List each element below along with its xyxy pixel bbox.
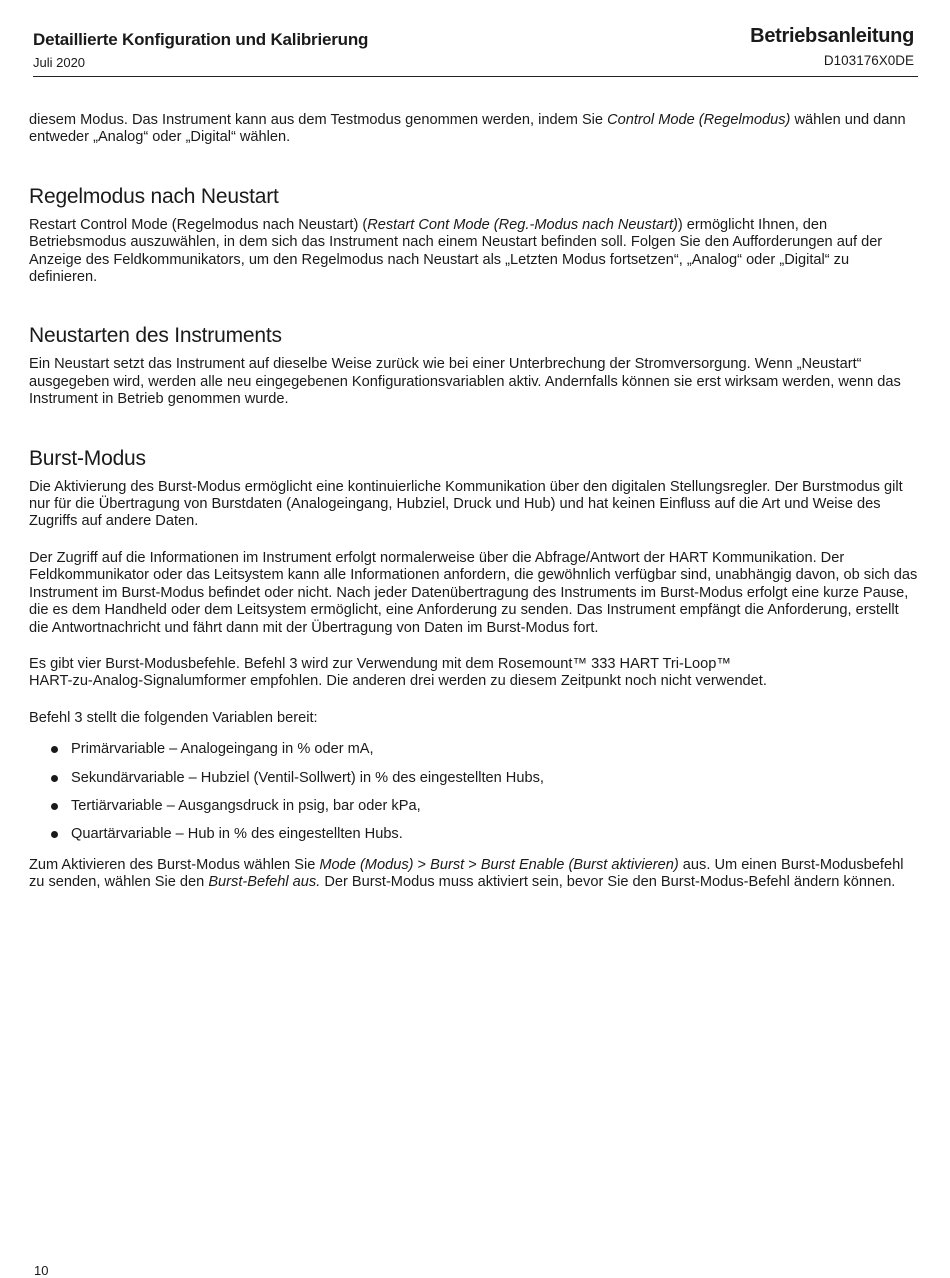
page-content bbox=[29, 112, 920, 892]
burst-command-emphasis: Burst-Befehl aus. bbox=[208, 874, 321, 891]
list-item: Sekundärvariable – Hubziel (Ventil-Sollwert) in % des eingestellten Hubs, bbox=[29, 770, 920, 787]
burst-p3-line-2: HART-zu-Analog-Signalumformer empfohlen. Die anderen drei werden zu diesem Zeitpunkt noch nicht verwendet. bbox=[29, 673, 767, 690]
burst-paragraph-5 bbox=[29, 857, 920, 892]
burst-paragraph-4: Befehl 3 stellt die folgenden Variablen bereit: bbox=[29, 709, 318, 726]
burst-p5-text: Zum Aktivieren des Burst-Modus wählen Sie bbox=[29, 856, 320, 873]
restart-text-end: ) ermöglicht Ihnen, den Betriebsmodus auszuwählen, in dem sich das Instrument nach einem Neustart befinden soll. Folgen Sie den Aufforderungen auf der Anzeige des Feldkommunikators, um den Regelmodus nach Neustart als „Letzten Modus fortsetzen“, „Analog“ oder „Digital“ zu definieren. bbox=[29, 216, 883, 286]
list-item: Primärvariable – Analogeingang in % oder mA, bbox=[29, 741, 920, 758]
menu-path-burst-enable: Burst Enable (Burst aktivieren) bbox=[480, 856, 679, 873]
menu-path-burst: Burst bbox=[430, 856, 465, 873]
burst-p3-line-1: Es gibt vier Burst-Modusbefehle. Befehl 3 wird zur Verwendung mit dem Rosemount™ 333 HART Tri-Loop™ bbox=[29, 655, 731, 672]
document-number: D103176X0DE bbox=[823, 53, 914, 68]
list-item: Quartärvariable – Hub in % des eingestellten Hubs. bbox=[29, 826, 920, 843]
heading-burst-mode: Burst-Modus bbox=[29, 446, 146, 470]
burst-paragraph-2: Der Zugriff auf die Informationen im Instrument erfolgt normalerweise über die Abfrage/Antwort der HART Kommunikation. Der Feldkommunikator oder das Leitsystem kann alle Informationen anfordern, die gewöhnlich verfügbar sind, unabhängig davon, ob sich das Instrument im Burst-Modus befindet oder nicht. Nach jeder Datenübertragung des Instruments im Burst-Modus erfolgt eine kurze Pause, die es dem Handheld oder dem Leitsystem ermöglicht, eine Anforderung zu senden. Das Instrument empfängt die Anforderung, erstellt die Antwortnachricht und fährt dann mit der Übertragung von Daten im Burst-Modus fort. bbox=[29, 549, 918, 636]
restart-mode-paragraph bbox=[29, 217, 920, 287]
intro-paragraph bbox=[29, 112, 920, 147]
heading-reboot-instrument: Neustarten des Instruments bbox=[29, 324, 282, 348]
intro-text-end: wählen und dann entweder „Analog“ oder „Digital“ wählen. bbox=[29, 112, 906, 146]
burst-p5-text-end: Der Burst-Modus muss aktiviert sein, bevor Sie den Burst-Modus-Befehl ändern können. bbox=[320, 874, 896, 891]
burst-paragraph-1: Die Aktivierung des Burst-Modus ermöglicht eine kontinuierliche Kommunikation über den digitalen Stellungsregler. Der Burstmodus gilt nur für die Übertragung von Burstdaten (Analogeingang, Hubziel, Druck und Hub) und hat keinen Einfluss auf die Art und Weise des Zugriffs auf andere Daten. bbox=[29, 478, 903, 530]
heading-restart-mode: Regelmodus nach Neustart bbox=[29, 184, 279, 208]
menu-path-mode: Mode (Modus) bbox=[319, 856, 414, 873]
page-header bbox=[33, 24, 918, 77]
reboot-paragraph: Ein Neustart setzt das Instrument auf dieselbe Weise zurück wie bei einer Unterbrechung der Stromversorgung. Wenn „Neustart“ ausgegeben wird, werden alle neu eingegebenen Konfigurationsvariablen aktiv. Andernfalls können sie erst wirksam werden, wenn das Instrument in Betrieb genommen wurde. bbox=[29, 356, 901, 408]
document-type: Betriebsanleitung bbox=[750, 25, 914, 47]
list-item: Tertiärvariable – Ausgangsdruck in psig, bar oder kPa, bbox=[29, 798, 920, 815]
page-number: 10 bbox=[34, 1263, 49, 1278]
intro-emphasis: Control Mode (Regelmodus) bbox=[607, 112, 791, 128]
section-title: Detaillierte Konfiguration und Kalibrierung bbox=[33, 30, 369, 49]
menu-path-separator: > bbox=[413, 856, 431, 873]
intro-text: diesem Modus. Das Instrument kann aus dem Testmodus genommen werden, indem Sie bbox=[29, 112, 608, 128]
burst-variable-list bbox=[29, 741, 920, 844]
restart-emphasis: Restart Cont Mode (Reg.-Modus nach Neustart) bbox=[367, 216, 678, 233]
burst-paragraph-3 bbox=[29, 656, 920, 691]
menu-path-separator: > bbox=[464, 856, 481, 873]
restart-text: Restart Control Mode (Regelmodus nach Neustart) ( bbox=[29, 216, 368, 233]
publication-date: Juli 2020 bbox=[33, 55, 86, 70]
burst-p5-text: aus. Um einen Burst-Modusbefehl zu senden, wählen Sie den bbox=[29, 856, 904, 891]
